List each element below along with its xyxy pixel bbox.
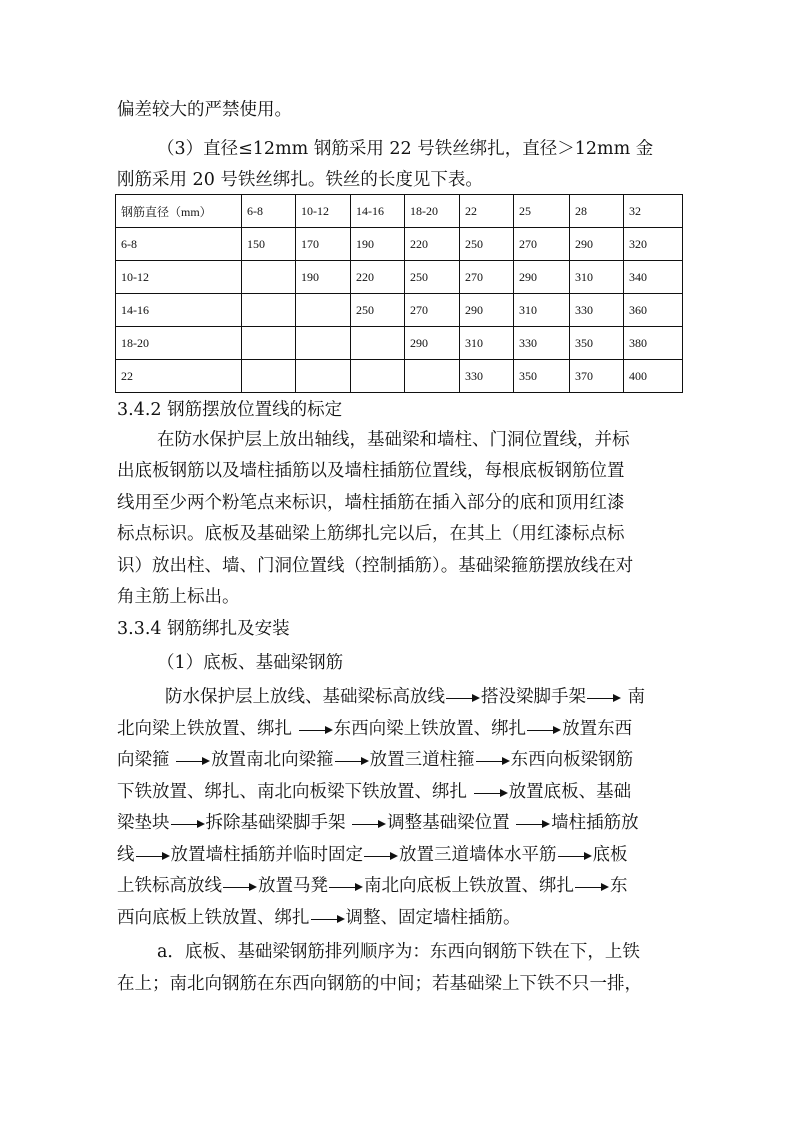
table-cell: 370 <box>570 360 624 393</box>
flow-step: 南 <box>627 687 646 707</box>
flow-line <box>165 685 725 709</box>
table-cell: 320 <box>624 228 683 261</box>
arrow-right-icon <box>587 693 621 703</box>
table-row <box>116 294 683 327</box>
flow-step: 东西向梁上铁放置、绑扎 <box>333 719 527 739</box>
table-cell <box>405 360 460 393</box>
table-header-cell: 28 <box>570 195 624 228</box>
arrow-right-icon <box>223 882 257 892</box>
table-cell: 380 <box>624 327 683 360</box>
table-cell: 190 <box>351 228 405 261</box>
arrow-right-icon <box>136 851 170 861</box>
text-line: a．底板、基础梁钢筋排列顺序为：东西向钢筋下铁在下，上铁 <box>157 942 640 962</box>
table-header-cell: 14-16 <box>351 195 405 228</box>
flow-step: 放置南北向梁箍 <box>211 750 334 770</box>
text-line: 标点标识。底板及基础梁上筋绑扎完以后，在其上（用红漆标点标 <box>117 524 625 544</box>
table-cell <box>351 327 405 360</box>
flow-step: 放置底板、基础 <box>508 782 632 802</box>
flow-step: 调整、固定墙柱插筋。 <box>345 908 521 928</box>
table-cell: 250 <box>405 261 460 294</box>
arrow-right-icon <box>516 819 550 829</box>
table-row <box>116 327 683 360</box>
table-cell: 220 <box>351 261 405 294</box>
table-cell: 400 <box>624 360 683 393</box>
flow-line <box>117 843 677 867</box>
flow-step: 放置马凳 <box>258 876 328 896</box>
table-row <box>116 228 683 261</box>
arrow-right-icon <box>335 756 369 766</box>
table-header-cell: 25 <box>514 195 570 228</box>
arrow-right-icon <box>446 693 480 703</box>
table-cell <box>296 360 351 393</box>
table-cell: 340 <box>624 261 683 294</box>
flow-line <box>117 748 677 772</box>
flow-step: 拆除基础梁脚手架 <box>205 813 346 833</box>
table-header-cell: 22 <box>460 195 514 228</box>
table-cell: 290 <box>514 261 570 294</box>
table-cell: 330 <box>460 360 514 393</box>
flow-step: 放置东西 <box>562 719 633 739</box>
table-cell <box>242 327 296 360</box>
flow-step: 墙柱插筋放 <box>551 813 639 833</box>
arrow-right-icon <box>474 788 508 798</box>
table-header-cell: 10-12 <box>296 195 351 228</box>
flow-step: 南北向底板上铁放置、绑扎 <box>364 876 574 896</box>
arrow-right-icon <box>176 756 210 766</box>
section-heading-334: 3.3.4 钢筋绑扎及安装 <box>117 619 290 639</box>
table-cell: 250 <box>351 294 405 327</box>
text-line: 线用至少两个粉笔点来标识，墙柱插筋在插入部分的底和顶用红漆 <box>117 493 625 513</box>
table-cell <box>242 294 296 327</box>
table-cell: 22 <box>116 360 242 393</box>
arrow-right-icon <box>299 725 333 735</box>
flow-step: 东 <box>610 876 628 896</box>
flow-line <box>117 874 677 898</box>
flow-step: 底板 <box>592 845 628 865</box>
table-header-cell: 18-20 <box>405 195 460 228</box>
flow-step: 西向底板上铁放置、绑扎 <box>117 908 310 928</box>
table-cell: 310 <box>460 327 514 360</box>
table-cell: 270 <box>405 294 460 327</box>
flow-step: 上铁标高放线 <box>117 876 222 896</box>
text-line: 刚筋采用 20 号铁丝绑扎。铁丝的长度见下表。 <box>117 170 483 190</box>
arrow-right-icon <box>558 851 592 861</box>
arrow-right-icon <box>329 882 363 892</box>
flow-step: 搭没梁脚手架 <box>481 687 586 707</box>
text-line: 出底板钢筋以及墙柱插筋以及墙柱插筋位置线，每根底板钢筋位置 <box>117 461 625 481</box>
text-line: 在上；南北向钢筋在东西向钢筋的中间；若基础梁上下铁不只一排， <box>117 974 642 994</box>
text-line: 角主筋上标出。 <box>117 587 240 607</box>
flow-line <box>117 811 677 835</box>
arrow-right-icon <box>171 819 205 829</box>
arrow-right-icon <box>364 851 398 861</box>
table-cell: 290 <box>460 294 514 327</box>
table-cell: 150 <box>242 228 296 261</box>
flow-step: 向梁箍 <box>117 750 170 770</box>
flow-step: 梁垫块 <box>117 813 170 833</box>
text-line: 偏差较大的严禁使用。 <box>117 100 292 120</box>
subsection-title: （1）底板、基础梁钢筋 <box>157 653 344 673</box>
arrow-right-icon <box>575 882 609 892</box>
flow-step: 线 <box>117 845 135 865</box>
section-heading-342: 3.4.2 钢筋摆放位置线的标定 <box>117 400 343 420</box>
text-line: 在防水保护层上放出轴线，基础梁和墙柱、门洞位置线，并标 <box>157 430 630 450</box>
arrow-right-icon <box>352 819 386 829</box>
arrow-right-icon <box>476 756 510 766</box>
table-cell: 290 <box>405 327 460 360</box>
flow-step: 放置三道柱箍 <box>369 750 475 770</box>
arrow-right-icon <box>311 914 345 924</box>
table-header-cell: 钢筋直径（mm） <box>116 195 242 228</box>
table-cell: 330 <box>514 327 570 360</box>
table-cell: 350 <box>514 360 570 393</box>
arrow-right-icon <box>527 725 561 735</box>
table-cell: 270 <box>460 261 514 294</box>
table-cell <box>242 261 296 294</box>
table-cell <box>242 360 296 393</box>
table-cell: 6-8 <box>116 228 242 261</box>
table-cell: 270 <box>514 228 570 261</box>
table-header-cell: 6-8 <box>242 195 296 228</box>
text-line: （3）直径≤12mm 钢筋采用 22 号铁丝绑扎，直径＞12mm 金 <box>157 139 654 159</box>
table-cell: 250 <box>460 228 514 261</box>
table-cell: 290 <box>570 228 624 261</box>
flow-line <box>117 717 677 741</box>
table-cell: 330 <box>570 294 624 327</box>
flow-step: 放置墙柱插筋并临时固定 <box>170 845 363 865</box>
table-row <box>116 261 683 294</box>
table-header-cell: 32 <box>624 195 683 228</box>
flow-step: 防水保护层上放线、基础梁标高放线 <box>165 687 445 707</box>
flow-step: 放置三道墙体水平筋 <box>399 845 557 865</box>
table-cell <box>296 327 351 360</box>
flow-step: 调整基础梁位置 <box>387 813 510 833</box>
table-cell <box>351 360 405 393</box>
table-cell: 360 <box>624 294 683 327</box>
flow-line <box>117 906 677 930</box>
wire-length-table <box>115 194 683 393</box>
table-cell: 18-20 <box>116 327 242 360</box>
flow-step: 下铁放置、绑扎、南北向板梁下铁放置、绑扎 <box>117 782 467 802</box>
text-line: 识）放出柱、墙、门洞位置线（控制插筋）。基础梁箍筋摆放线在对 <box>117 556 634 576</box>
flow-line <box>117 780 677 804</box>
table-cell: 170 <box>296 228 351 261</box>
table-cell: 10-12 <box>116 261 242 294</box>
table-cell: 220 <box>405 228 460 261</box>
flow-step: 东西向板梁钢筋 <box>510 750 634 770</box>
table-cell: 310 <box>570 261 624 294</box>
table-cell: 190 <box>296 261 351 294</box>
table-row <box>116 360 683 393</box>
table-cell <box>296 294 351 327</box>
table-header-row <box>116 195 683 228</box>
table-cell: 350 <box>570 327 624 360</box>
flow-step: 北向梁上铁放置、绑扎 <box>117 719 292 739</box>
table-cell: 14-16 <box>116 294 242 327</box>
table-cell: 310 <box>514 294 570 327</box>
